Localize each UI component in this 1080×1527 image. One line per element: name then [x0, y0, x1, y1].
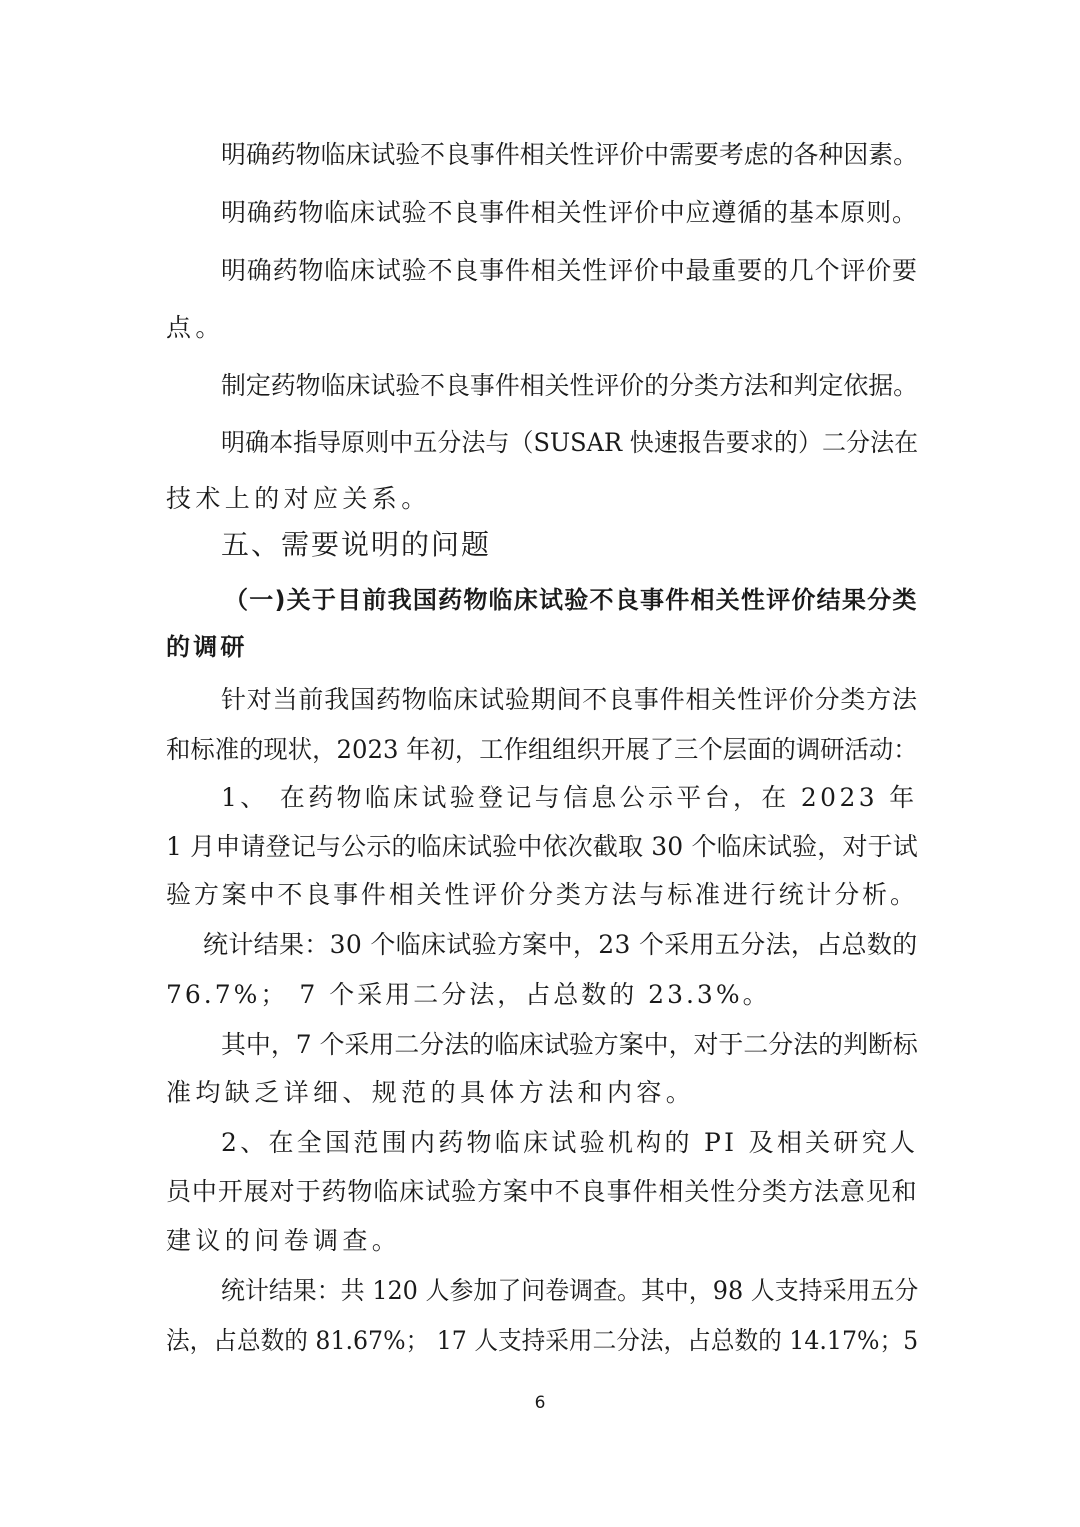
- paragraph-line: 统计结果：30 个临床试验方案中，23 个采用五分法，占总数的: [203, 930, 918, 959]
- paragraph-line: 法，占总数的 81.67%； 17 人支持采用二分法，占总数的 14.17%；5: [166, 1326, 919, 1355]
- list-item-line: 验方案中不良事件相关性评价分类方法与标准进行统计分析。: [166, 880, 918, 909]
- paragraph-line: 统计结果：共 120 人参加了问卷调查。其中，98 人支持采用五分: [221, 1276, 919, 1305]
- paragraph-line: 点。: [166, 313, 225, 342]
- section-heading: 五、需要说明的问题: [221, 528, 492, 561]
- list-item-line: 1 月申请登记与公示的临床试验中依次截取 30 个临床试验，对于试: [166, 832, 918, 861]
- subsection-heading: （一)关于目前我国药物临床试验不良事件相关性评价结果分类: [224, 586, 918, 614]
- list-item-line: 2、在全国范围内药物临床试验机构的 PI 及相关研究人: [221, 1128, 919, 1157]
- subsection-heading-continued: 的调研: [166, 633, 248, 661]
- paragraph-line: 明确药物临床试验不良事件相关性评价中需要考虑的各种因素。: [221, 140, 919, 169]
- list-item-line: 1、 在药物临床试验登记与信息公示平台，在 2023 年: [221, 783, 918, 812]
- list-item-line: 建议的问卷调查。: [166, 1226, 402, 1255]
- paragraph-line: 制定药物临床试验不良事件相关性评价的分类方法和判定依据。: [221, 371, 919, 400]
- paragraph-line: 明确药物临床试验不良事件相关性评价中应遵循的基本原则。: [221, 198, 918, 227]
- paragraph-line: 针对当前我国药物临床试验期间不良事件相关性评价分类方法: [221, 685, 918, 714]
- paragraph-line: 其中，7 个采用二分法的临床试验方案中，对于二分法的判断标: [221, 1030, 918, 1059]
- paragraph-line: 技术上的对应关系。: [166, 484, 431, 513]
- paragraph-line: 准均缺乏详细、规范的具体方法和内容。: [166, 1078, 696, 1107]
- paragraph-line: 明确药物临床试验不良事件相关性评价中最重要的几个评价要: [221, 256, 918, 285]
- list-item-line: 员中开展对于药物临床试验方案中不良事件相关性分类方法意见和: [166, 1177, 918, 1206]
- paragraph-line: 明确本指导原则中五分法与（SUSAR 快速报告要求的）二分法在: [221, 428, 919, 457]
- paragraph-line: 和标准的现状，2023 年初，工作组组织开展了三个层面的调研活动：: [166, 735, 918, 764]
- paragraph-line: 76.7%； 7 个采用二分法，占总数的 23.3%。: [166, 980, 771, 1009]
- page-number: 6: [534, 1393, 546, 1413]
